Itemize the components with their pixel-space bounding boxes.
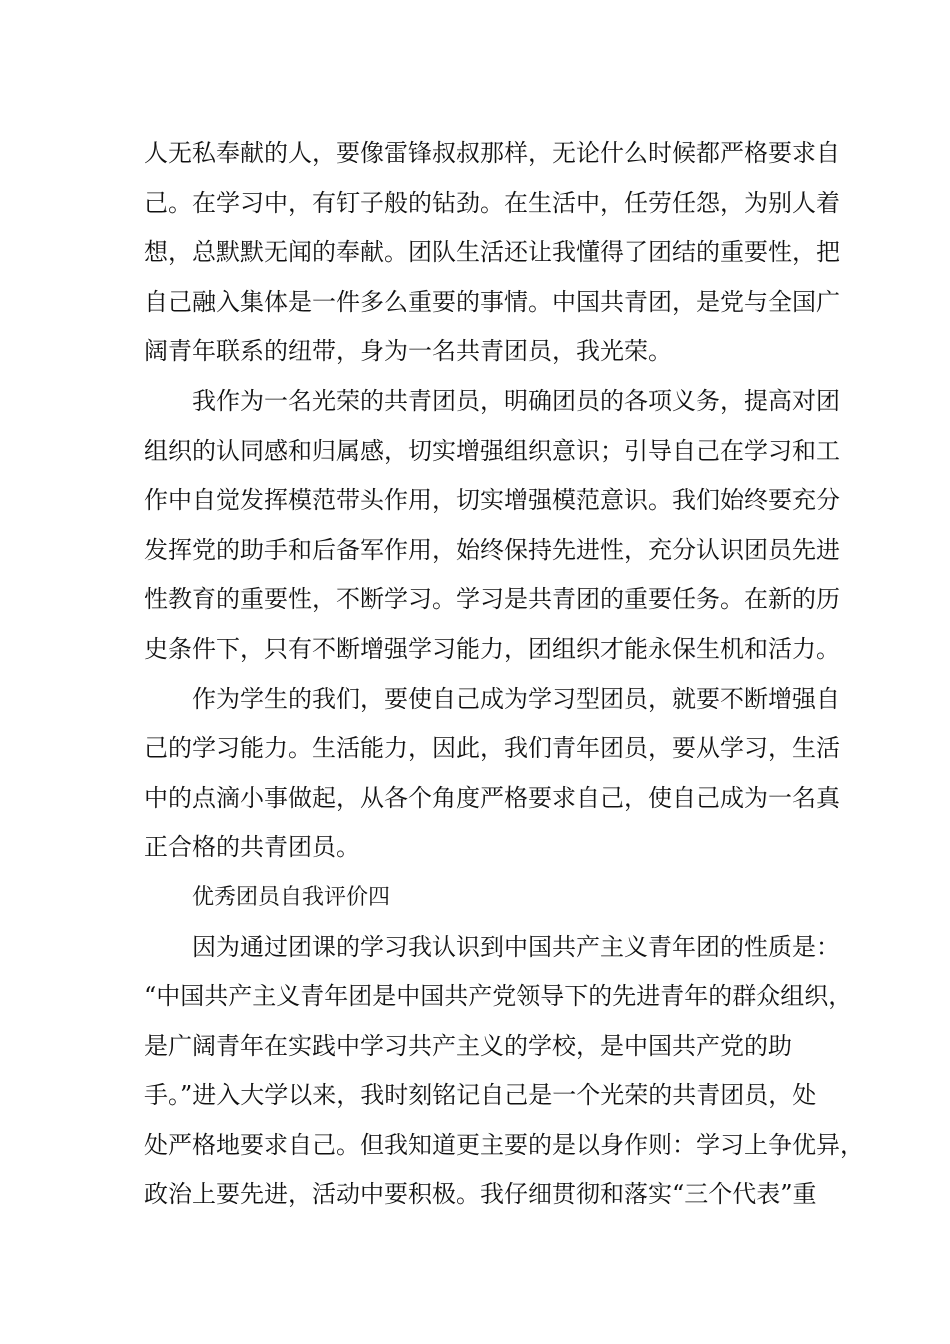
text-line: 己的学习能力。生活能力，因此，我们青年团员，要从学习，生活 bbox=[144, 734, 840, 763]
text-line: 作中自觉发挥模范带头作用，切实增强模范意识。我们始终要充分 bbox=[144, 486, 840, 515]
section-heading: 优秀团员自我评价四 bbox=[192, 884, 391, 910]
text-line: 己。在学习中，有钉子般的钻劲。在生活中，任劳任怨，为别人着 bbox=[144, 188, 840, 217]
text-line: 人无私奉献的人，要像雷锋叔叔那样，无论什么时候都严格要求自 bbox=[144, 139, 840, 167]
text-line: “中国共产主义青年团是中国共产党领导下的先进青年的群众组织， bbox=[144, 982, 853, 1011]
text-line: 性教育的重要性，不断学习。学习是共青团的重要任务。在新的历 bbox=[144, 585, 840, 614]
text-line: 想，总默默无闻的奉献。团队生活还让我懂得了团结的重要性，把 bbox=[144, 238, 840, 267]
text-line: 发挥党的助手和后备军作用，始终保持先进性，充分认识团员先进 bbox=[144, 535, 840, 564]
text-line: 政治上要先进，活动中要积极。我仔细贯彻和落实“三个代表”重 bbox=[144, 1180, 817, 1209]
text-line: 手。”进入大学以来，我时刻铭记自己是一个光荣的共青团员，处 bbox=[144, 1081, 817, 1110]
paragraph-start-line: 我作为一名光荣的共青团员，明确团员的各项义务，提高对团 bbox=[192, 386, 840, 415]
text-line: 自己融入集体是一件多么重要的事情。中国共青团，是党与全国广 bbox=[144, 287, 840, 316]
text-line: 处严格地要求自己。但我知道更主要的是以身作则：学习上争优异， bbox=[144, 1130, 864, 1159]
text-line: 中的点滴小事做起，从各个角度严格要求自己，使自己成为一名真 bbox=[144, 783, 840, 812]
text-line: 是广阔青年在实践中学习共产主义的学校，是中国共产党的助 bbox=[144, 1031, 792, 1060]
text-line: 阔青年联系的纽带，身为一名共青团员，我光荣。 bbox=[144, 337, 672, 366]
paragraph-start-line: 作为学生的我们，要使自己成为学习型团员，就要不断增强自 bbox=[192, 684, 840, 713]
text-line: 组织的认同感和归属感，切实增强组织意识；引导自己在学习和工 bbox=[144, 436, 840, 465]
document-body bbox=[144, 129, 864, 1220]
text-line: 正合格的共青团员。 bbox=[144, 833, 360, 862]
text-line: 史条件下，只有不断增强学习能力，团组织才能永保生机和活力。 bbox=[144, 634, 840, 663]
paragraph-start-line: 因为通过团课的学习我认识到中国共产主义青年团的性质是： bbox=[192, 932, 840, 961]
